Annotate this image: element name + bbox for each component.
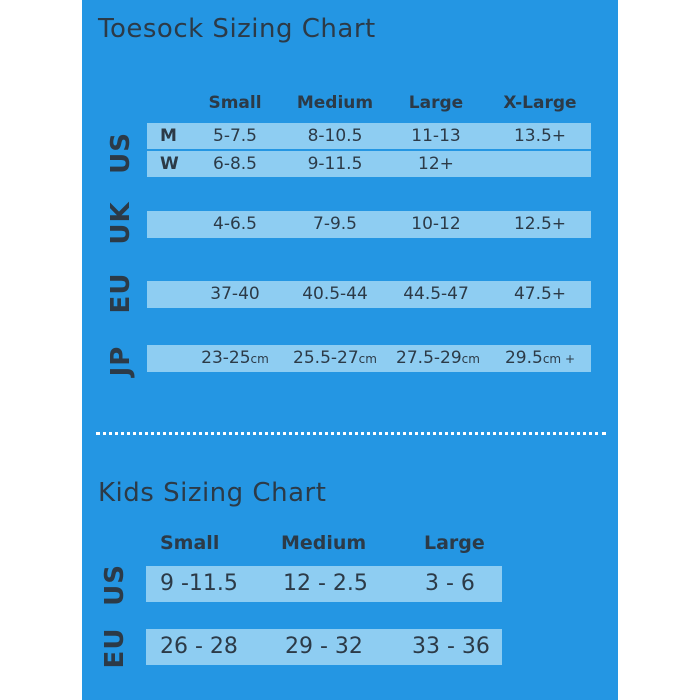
cell-eu-x-large: 47.5+	[513, 284, 567, 304]
cell-eu-small: 37-40	[210, 284, 260, 304]
cell-us-w-medium: 9-11.5	[307, 154, 363, 174]
kids-cell-us-medium: 12 - 2.5	[283, 571, 368, 596]
adult-chart-title: Toesock Sizing Chart	[98, 14, 376, 44]
cell-uk-small: 4-6.5	[213, 214, 257, 234]
kids-cell-eu-medium: 29 - 32	[285, 634, 363, 659]
kids-cell-eu-large: 33 - 36	[412, 634, 490, 659]
cell-us-w-small: 6-8.5	[213, 154, 257, 174]
gender-label-women: W	[160, 154, 179, 174]
region-label-jp: JP	[106, 345, 136, 377]
kids-col-header-medium: Medium	[281, 532, 367, 554]
cell-uk-x-large: 12.5+	[513, 214, 567, 234]
kids-cell-us-small: 9 -11.5	[160, 571, 238, 596]
kids-col-header-large: Large	[424, 532, 485, 554]
col-header-x-large: X-Large	[503, 93, 577, 113]
kids-cell-us-large: 3 - 6	[425, 571, 475, 596]
cell-us-m-small: 5-7.5	[213, 126, 257, 146]
kids-region-label-eu: EU	[100, 627, 130, 669]
region-label-us: US	[106, 132, 136, 174]
cell-jp-small: 23-25cm	[201, 348, 269, 368]
kids-region-label-us: US	[100, 564, 130, 606]
region-label-uk: UK	[106, 201, 136, 245]
kids-col-header-small: Small	[160, 532, 220, 554]
kids-chart-title: Kids Sizing Chart	[98, 478, 327, 508]
kids-cell-eu-small: 26 - 28	[160, 634, 238, 659]
region-label-eu: EU	[106, 272, 136, 314]
cell-uk-large: 10-12	[411, 214, 461, 234]
gender-label-men: M	[160, 126, 177, 146]
cell-eu-medium: 40.5-44	[302, 284, 368, 304]
cell-jp-x-large: 29.5cm +	[504, 348, 576, 368]
section-divider	[96, 432, 606, 435]
cell-jp-medium: 25.5-27cm	[293, 348, 377, 368]
cell-us-w-large: 12+	[418, 154, 454, 174]
cell-uk-medium: 7-9.5	[313, 214, 357, 234]
col-header-medium: Medium	[296, 93, 374, 113]
cell-eu-large: 44.5-47	[403, 284, 469, 304]
cell-us-m-x-large: 13.5+	[513, 126, 567, 146]
cell-us-m-large: 11-13	[411, 126, 461, 146]
col-header-small: Small	[208, 93, 262, 113]
cell-us-m-medium: 8-10.5	[307, 126, 363, 146]
cell-jp-large: 27.5-29cm	[396, 348, 480, 368]
col-header-large: Large	[408, 93, 464, 113]
